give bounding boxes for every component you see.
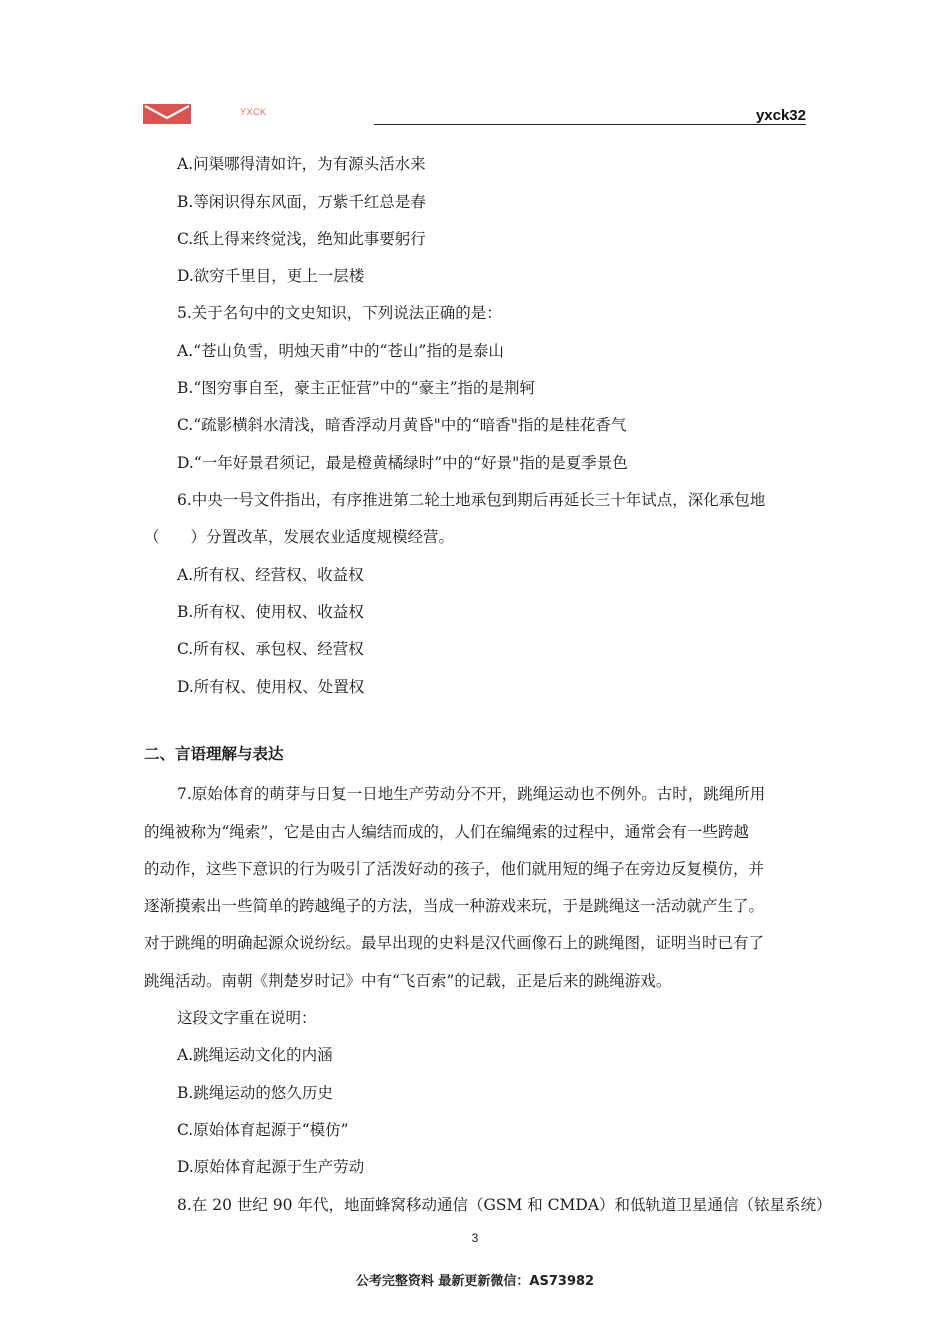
question-7-prompt: 这段文字重在说明： <box>177 1009 317 1027</box>
option-line: C.所有权、承包权、经营权 <box>177 640 364 658</box>
footer-note: 公考完整资料 最新更新微信：AS73982 <box>355 1274 595 1289</box>
logo-text: YXCK <box>240 107 267 117</box>
header-rule <box>374 124 806 125</box>
question-8-stem: 8.在 20 世纪 90 年代，地面蜂窝移动通信（GSM 和 CMDA）和低轨道卫星通信（铱星系统） <box>177 1196 832 1214</box>
question-6-stem: 6.中央一号文件指出，有序推进第二轮土地承包到期后再延长三十年试点，深化承包地 <box>177 491 766 509</box>
option-line: C.纸上得来终觉浅，绝知此事要躬行 <box>177 230 426 248</box>
option-line: D.原始体育起源于生产劳动 <box>177 1158 365 1176</box>
passage-line: 对于跳绳的明确起源众说纷纭。最早出现的史料是汉代画像石上的跳绳图，证明当时已有了 <box>144 934 765 952</box>
option-line: A.跳绳运动文化的内涵 <box>177 1046 333 1064</box>
option-line: D.所有权、使用权、处置权 <box>177 678 365 696</box>
option-line: B.跳绳运动的悠久历史 <box>177 1084 333 1102</box>
option-line: B.“图穷事自至，豪主正怔营”中的“豪主”指的是荆轲 <box>177 379 536 397</box>
passage-line: 跳绳活动。南朝《荆楚岁时记》中有“飞百索”的记载，正是后来的跳绳游戏。 <box>144 972 672 990</box>
option-line: A.问渠哪得清如许，为有源头活水来 <box>177 155 426 173</box>
option-line: B.所有权、使用权、收益权 <box>177 603 364 621</box>
question-5-stem: 5.关于名句中的文史知识，下列说法正确的是： <box>177 304 502 322</box>
option-line: D.欲穷千里目，更上一层楼 <box>177 267 365 285</box>
option-line: B.等闲识得东风面，万紫千红总是春 <box>177 193 426 211</box>
passage-line: 7.原始体育的萌芽与日复一日地生产劳动分不开，跳绳运动也不例外。古时，跳绳所用 <box>177 785 766 803</box>
passage-line: 的动作，这些下意识的行为吸引了活泼好动的孩子，他们就用短的绳子在旁边反复模仿，并 <box>144 860 765 878</box>
option-line: A.“苍山负雪，明烛天甫”中的“苍山”指的是泰山 <box>177 342 504 360</box>
option-line: C.原始体育起源于“模仿” <box>177 1121 349 1139</box>
logo-envelope-icon <box>143 104 191 124</box>
document-id: yxck32 <box>755 107 806 124</box>
section-title: 二、言语理解与表达 <box>144 745 284 763</box>
passage-line: 逐渐摸索出一些简单的跨越绳子的方法，当成一种游戏来玩，于是跳绳这一活动就产生了。 <box>144 897 765 915</box>
passage-line: 的绳被称为“绳索”，它是由古人编结而成的，人们在编绳索的过程中，通常会有一些跨越 <box>144 823 749 841</box>
page-number: 3 <box>471 1231 479 1245</box>
option-line: A.所有权、经营权、收益权 <box>177 566 364 584</box>
option-line: C.“疏影横斜水清浅，暗香浮动月黄昏"中的“暗香"指的是桂花香气 <box>177 416 627 434</box>
question-6-stem-continued: （ ）分置改革，发展农业适度规模经营。 <box>144 528 455 546</box>
option-line: D.“一年好景君须记，最是橙黄橘绿时”中的“好景"指的是夏季景色 <box>177 454 628 472</box>
